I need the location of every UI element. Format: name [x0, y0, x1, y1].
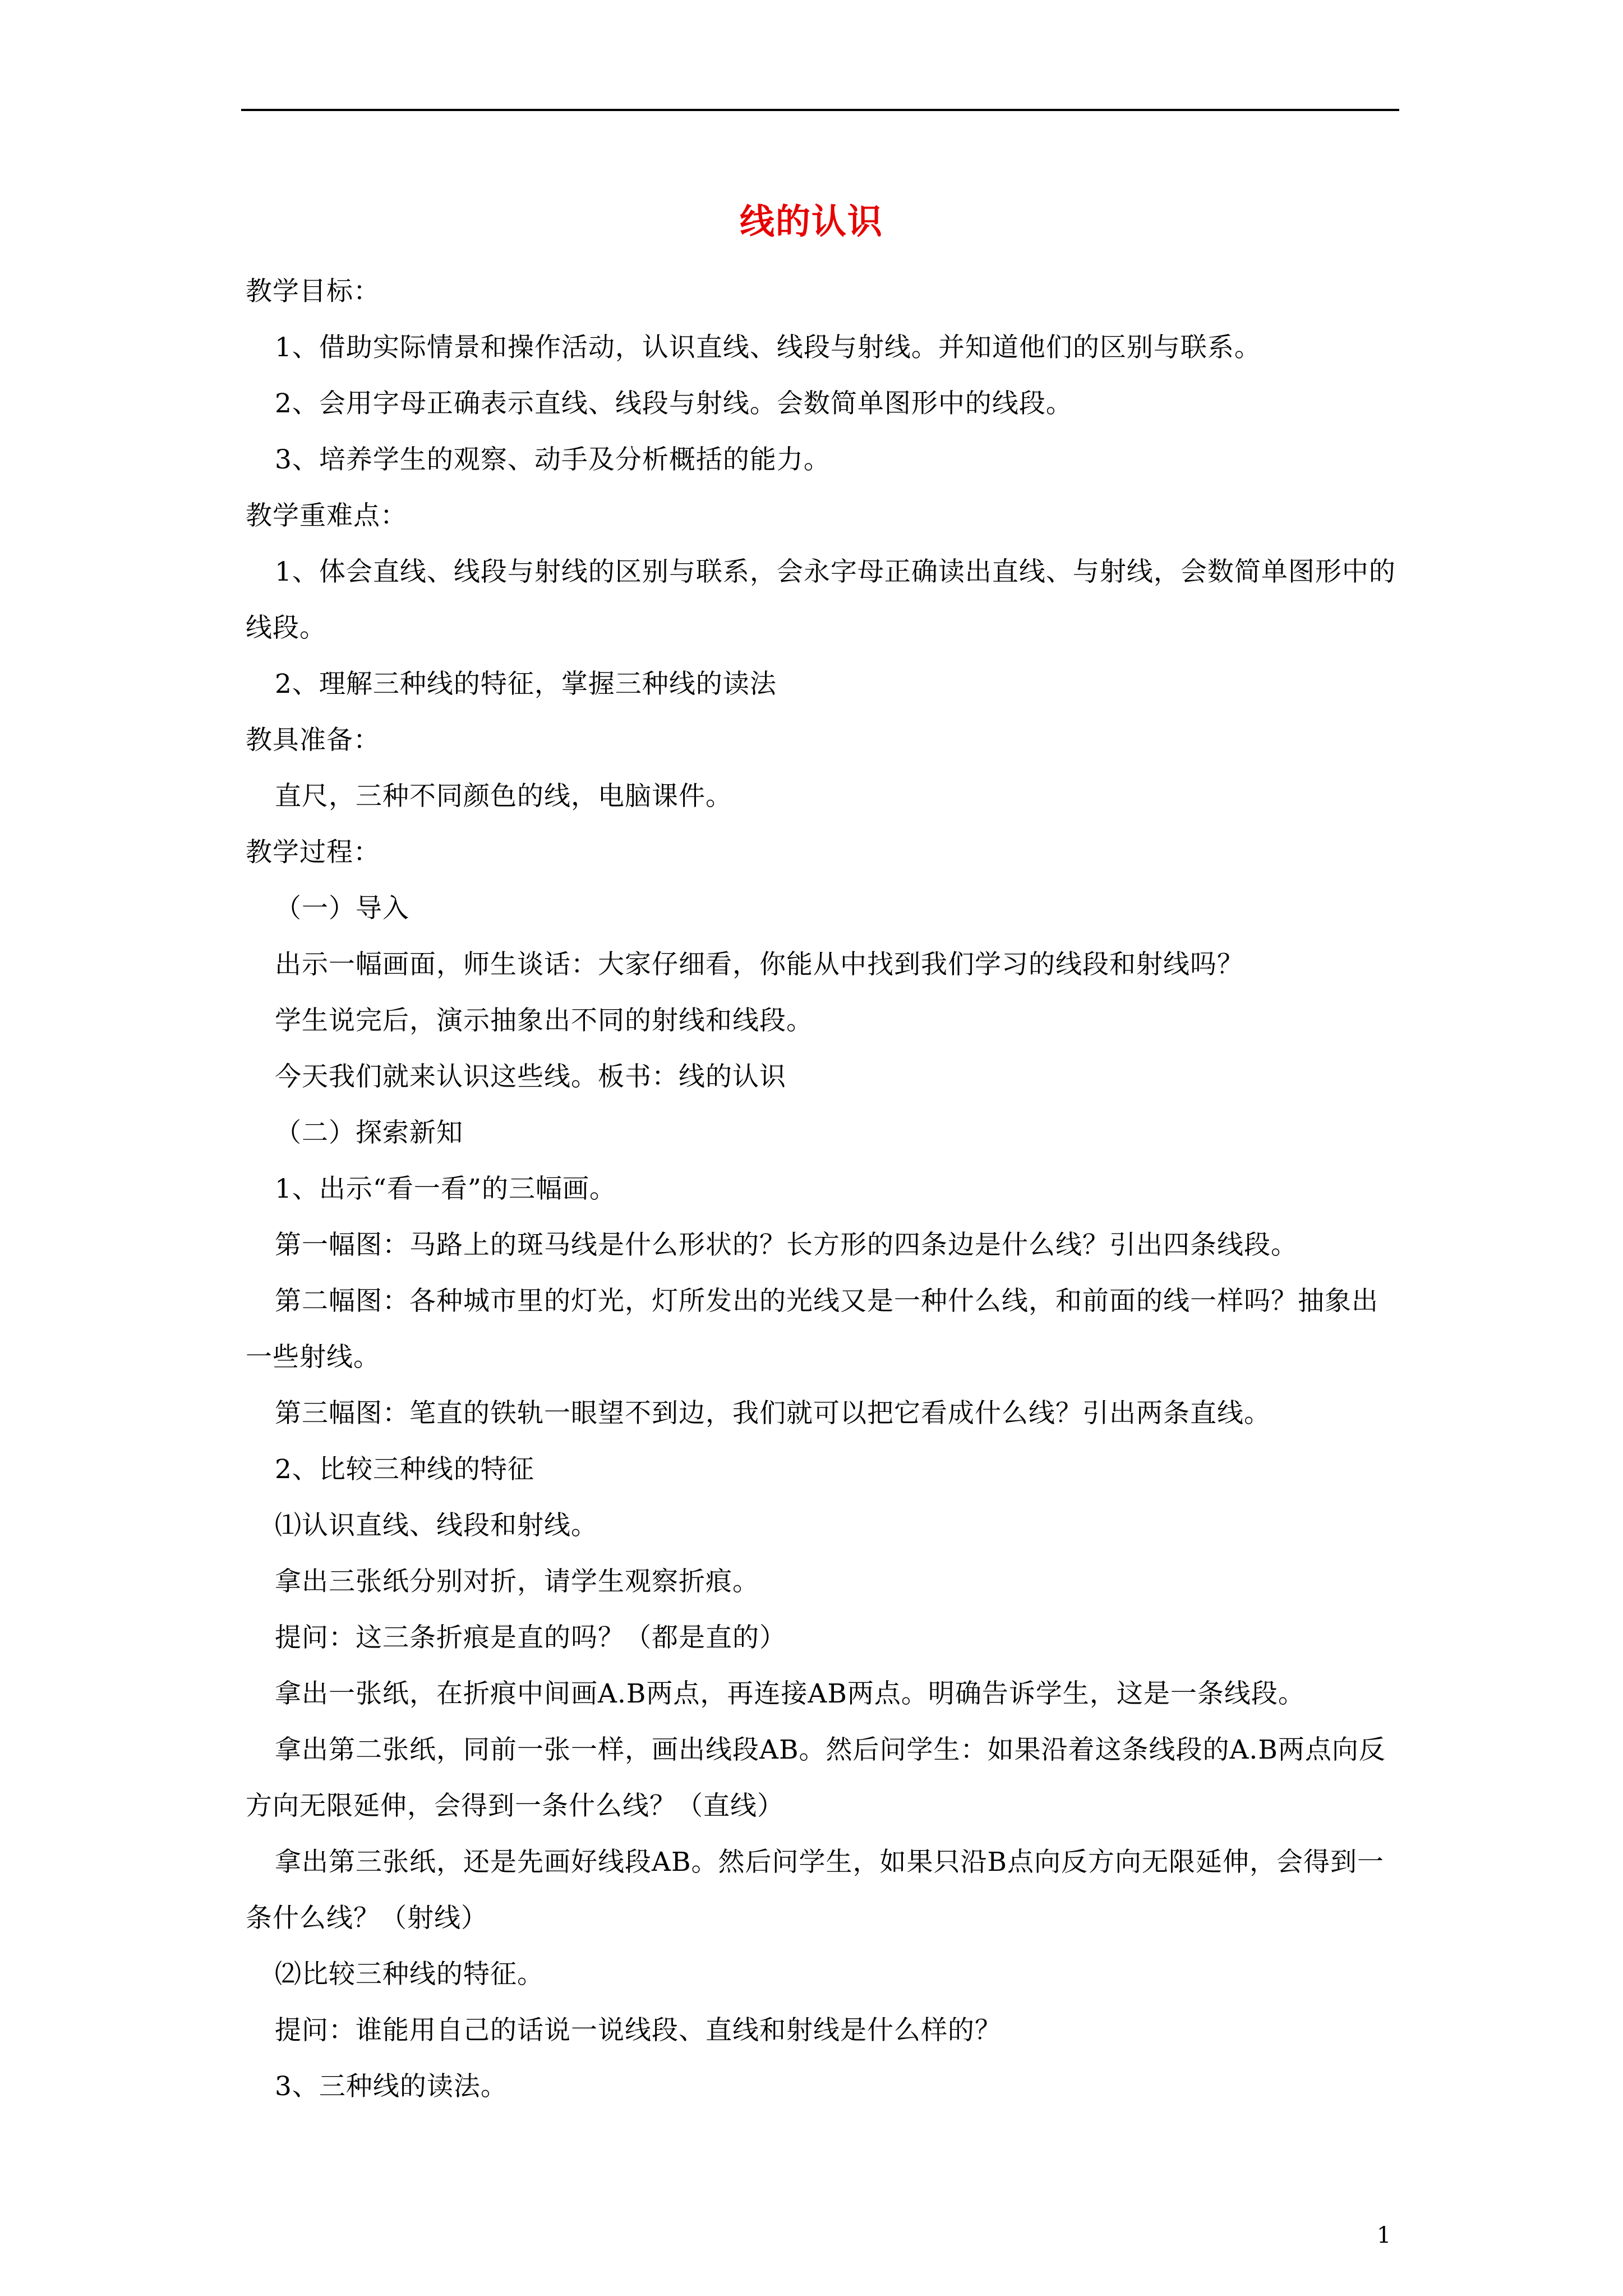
body-paragraph: 拿出三张纸分别对折，请学生观察折痕。	[275, 1566, 759, 1597]
body-paragraph: 出示一幅画面，师生谈话：大家仔细看，你能从中找到我们学习的线段和射线吗？	[275, 949, 1244, 980]
body-paragraph: 提问：这三条折痕是直的吗？（都是直的）	[275, 1622, 786, 1653]
document-title: 线的认识	[739, 201, 883, 242]
body-paragraph: 1、体会直线、线段与射线的区别与联系，会永字母正确读出直线、与射线，会数简单图形中的线段。	[246, 556, 1396, 643]
body-paragraph: 1、出示“看一看”的三幅画。	[275, 1174, 616, 1204]
page-number: 1	[1377, 2223, 1391, 2248]
section-heading: 教学目标：	[246, 276, 380, 307]
body-paragraph: 1、借助实际情景和操作活动，认识直线、线段与射线。并知道他们的区别与联系。	[275, 332, 1261, 363]
body-paragraph: （二）探索新知	[275, 1117, 463, 1148]
body-paragraph: 3、培养学生的观察、动手及分析概括的能力。	[275, 444, 831, 475]
body-paragraph: 2、理解三种线的特征，掌握三种线的读法	[275, 669, 777, 700]
body-paragraph: 2、比较三种线的特征	[275, 1454, 534, 1485]
body-paragraph: 提问：谁能用自己的话说一说线段、直线和射线是什么样的？	[275, 2015, 1002, 2046]
body-paragraph: 2、会用字母正确表示直线、线段与射线。会数简单图形中的线段。	[275, 388, 1073, 419]
body-paragraph: 拿出一张纸，在折痕中间画A.B两点，再连接AB两点。明确告诉学生，这是一条线段。	[275, 1678, 1305, 1709]
body-paragraph: （一）导入	[275, 893, 409, 924]
body-paragraph: 直尺，三种不同颜色的线，电脑课件。	[275, 781, 732, 812]
section-heading: 教学重难点：	[246, 500, 407, 531]
body-paragraph: 第一幅图：马路上的斑马线是什么形状的？长方形的四条边是什么线？引出四条线段。	[275, 1230, 1298, 1260]
body-paragraph: 拿出第三张纸，还是先画好线段AB。然后问学生，如果只沿B点向反方向无限延伸，会得到一条什么线？（射线）	[246, 1847, 1385, 1934]
document-body	[246, 264, 1401, 2115]
section-heading: 教学过程：	[246, 837, 380, 868]
body-paragraph: 学生说完后，演示抽象出不同的射线和线段。	[275, 1005, 813, 1036]
section-heading: 教具准备：	[246, 725, 380, 756]
body-paragraph: 第二幅图：各种城市里的灯光，灯所发出的光线又是一种什么线，和前面的线一样吗？抽象出一些射线。	[246, 1286, 1378, 1373]
body-paragraph: 今天我们就来认识这些线。板书：线的认识	[275, 1061, 786, 1092]
body-paragraph: ⑵比较三种线的特征。	[275, 1959, 544, 1990]
body-paragraph: ⑴认识直线、线段和射线。	[275, 1510, 598, 1541]
body-paragraph: 3、三种线的读法。	[275, 2071, 508, 2102]
body-paragraph: 第三幅图：笔直的铁轨一眼望不到边，我们就可以把它看成什么线？引出两条直线。	[275, 1398, 1271, 1429]
header-rule	[241, 109, 1399, 111]
body-paragraph: 拿出第二张纸，同前一张一样，画出线段AB。然后问学生：如果沿着这条线段的A.B两点向反方向无限延伸，会得到一条什么线？（直线）	[246, 1734, 1386, 1821]
